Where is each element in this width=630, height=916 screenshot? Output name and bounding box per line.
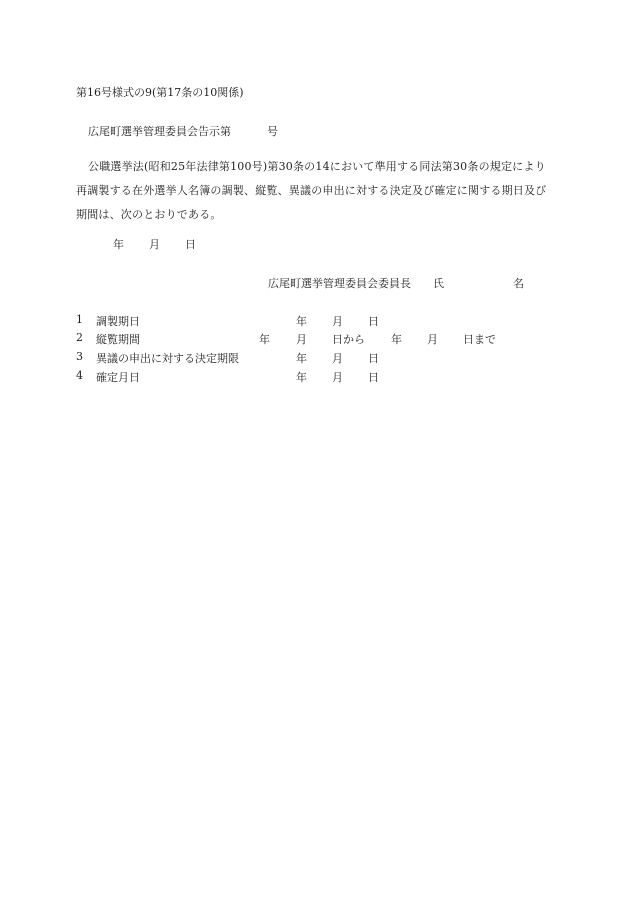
item-label: 調製期日 xyxy=(96,315,140,328)
item-day: 日 xyxy=(368,315,379,328)
item-number: 3 xyxy=(76,350,83,363)
item-month: 月 xyxy=(332,371,343,384)
notice-heading-prefix: 広尾町選挙管理委員会告示第 xyxy=(88,125,231,138)
item-start-month: 月 xyxy=(296,333,307,346)
body-paragraph xyxy=(76,155,552,227)
name-shi-label: 氏 xyxy=(433,277,444,290)
item-number: 1 xyxy=(76,313,83,326)
item-year: 年 xyxy=(296,315,307,328)
item-day: 日 xyxy=(368,352,379,365)
form-number-title: 第16号様式の9(第17条の10関係) xyxy=(76,86,244,99)
item-label: 縦覧期間 xyxy=(96,333,140,346)
item-start-day: 日から xyxy=(332,333,365,346)
item-start-year: 年 xyxy=(259,333,270,346)
notice-heading-suffix: 号 xyxy=(267,125,278,138)
date-year-label: 年 xyxy=(113,238,124,251)
item-month: 月 xyxy=(332,315,343,328)
item-end-month: 月 xyxy=(427,333,438,346)
item-label: 確定月日 xyxy=(96,371,140,384)
item-number: 2 xyxy=(76,331,83,344)
date-day-label: 日 xyxy=(185,238,196,251)
item-month: 月 xyxy=(332,352,343,365)
name-mei-label: 名 xyxy=(513,277,524,290)
chairperson-title: 広尾町選挙管理委員会委員長 xyxy=(268,277,411,290)
date-month-label: 月 xyxy=(149,238,160,251)
item-number: 4 xyxy=(76,369,83,382)
item-day: 日 xyxy=(368,371,379,384)
item-label: 異議の申出に対する決定期限 xyxy=(96,352,239,365)
item-year: 年 xyxy=(296,371,307,384)
item-end-year: 年 xyxy=(391,333,402,346)
item-end-day: 日まで xyxy=(463,333,496,346)
body-text: 公職選挙法(昭和25年法律第100号)第30条の14において準用する同法第30条の規定により再調製する在外選挙人名簿の調製、縦覧、異議の申出に対する決定及び確定に関する期日及び期間は、次のとおりである。 xyxy=(76,160,547,221)
item-year: 年 xyxy=(296,352,307,365)
